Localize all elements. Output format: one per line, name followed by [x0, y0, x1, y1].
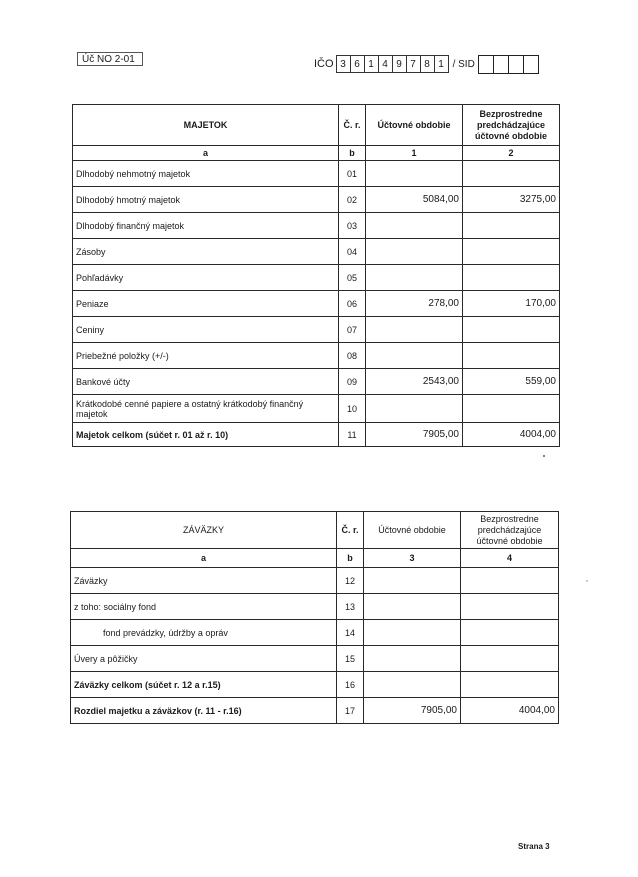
table-row	[73, 213, 560, 239]
current-value[interactable]	[366, 395, 463, 423]
table-row	[73, 369, 560, 395]
table-row	[73, 187, 560, 213]
previous-value[interactable]	[461, 568, 559, 594]
table-row	[73, 291, 560, 317]
row-label: Bankové účty	[73, 369, 339, 395]
row-label: Majetok celkom (súčet r. 01 až r. 10)	[73, 423, 339, 447]
table-row	[71, 646, 559, 672]
current-value[interactable]: 278,00	[366, 291, 463, 317]
previous-value[interactable]	[463, 265, 560, 291]
table-row	[71, 568, 559, 594]
scan-speck	[586, 580, 588, 582]
ico-digit: 8	[420, 55, 435, 73]
current-value[interactable]	[364, 620, 461, 646]
row-label: Peniaze	[73, 291, 339, 317]
index-cell: 1	[366, 146, 463, 161]
table-row	[73, 343, 560, 369]
index-cell: 4	[461, 549, 559, 568]
row-label: z toho: sociálny fond	[71, 594, 337, 620]
current-value[interactable]	[364, 672, 461, 698]
previous-value[interactable]	[461, 672, 559, 698]
previous-value[interactable]	[461, 646, 559, 672]
previous-period-header: Bezprostredne predchádzajúce účtovné obdobie	[463, 105, 560, 146]
previous-value[interactable]	[463, 317, 560, 343]
assets-index-row	[73, 146, 560, 161]
page-number: Strana 3	[518, 842, 550, 851]
row-number: 11	[339, 423, 366, 447]
table-row	[73, 239, 560, 265]
row-label: Dlhodobý finančný majetok	[73, 213, 339, 239]
previous-value[interactable]	[463, 161, 560, 187]
assets-title: MAJETOK	[73, 105, 339, 146]
row-number: 17	[337, 698, 364, 724]
row-number: 06	[339, 291, 366, 317]
row-number: 16	[337, 672, 364, 698]
current-value[interactable]: 5084,00	[366, 187, 463, 213]
current-value[interactable]: 7905,00	[364, 698, 461, 724]
ico-digit: 7	[406, 55, 421, 73]
liabilities-index-row	[71, 549, 559, 568]
index-cell: a	[73, 146, 339, 161]
liabilities-header-row	[71, 512, 559, 549]
current-value[interactable]	[364, 646, 461, 672]
sid-digit	[493, 55, 509, 74]
ico-digit: 6	[350, 55, 365, 73]
assets-header-row	[73, 105, 560, 146]
sid-digit	[523, 55, 539, 74]
row-number: 13	[337, 594, 364, 620]
ico-digit: 3	[336, 55, 351, 73]
form-code: Úč NO 2-01	[77, 52, 143, 66]
row-label: Dlhodobý hmotný majetok	[73, 187, 339, 213]
current-value[interactable]	[366, 213, 463, 239]
previous-value[interactable]	[463, 213, 560, 239]
index-cell: 3	[364, 549, 461, 568]
row-number: 01	[339, 161, 366, 187]
previous-value[interactable]	[463, 395, 560, 423]
row-label: Rozdiel majetku a záväzkov (r. 11 - r.16)	[71, 698, 337, 724]
previous-value[interactable]	[461, 594, 559, 620]
ico-field	[314, 54, 539, 74]
ico-label: IČO	[314, 58, 334, 70]
row-label: Zásoby	[73, 239, 339, 265]
table-row	[73, 161, 560, 187]
row-label: fond prevádzky, údržby a opráv	[71, 620, 337, 646]
table-row	[73, 317, 560, 343]
row-label: Dlhodobý nehmotný majetok	[73, 161, 339, 187]
row-number: 04	[339, 239, 366, 265]
current-value[interactable]	[366, 161, 463, 187]
ico-digit: 1	[434, 55, 449, 73]
previous-value[interactable]: 4004,00	[461, 698, 559, 724]
scan-speck	[543, 455, 545, 457]
ico-digit: 9	[392, 55, 407, 73]
previous-value[interactable]: 559,00	[463, 369, 560, 395]
current-value[interactable]	[366, 317, 463, 343]
assets-table	[72, 104, 560, 447]
index-cell: a	[71, 549, 337, 568]
previous-value[interactable]: 3275,00	[463, 187, 560, 213]
row-label: Úvery a pôžičky	[71, 646, 337, 672]
liabilities-title: ZÁVÄZKY	[71, 512, 337, 549]
row-number: 10	[339, 395, 366, 423]
row-number: 08	[339, 343, 366, 369]
index-cell: 2	[463, 146, 560, 161]
row-number: 03	[339, 213, 366, 239]
liabilities-total-row	[71, 672, 559, 698]
row-label: Záväzky celkom (súčet r. 12 a r.15)	[71, 672, 337, 698]
index-cell: b	[337, 549, 364, 568]
row-label: Ceniny	[73, 317, 339, 343]
sid-label: / SID	[452, 58, 475, 70]
row-label: Pohľadávky	[73, 265, 339, 291]
row-number: 12	[337, 568, 364, 594]
current-value[interactable]	[364, 568, 461, 594]
current-value[interactable]	[366, 343, 463, 369]
row-number-header: Č. r.	[339, 105, 366, 146]
row-number: 14	[337, 620, 364, 646]
previous-value[interactable]: 4004,00	[463, 423, 560, 447]
row-label: Priebežné položky (+/-)	[73, 343, 339, 369]
sid-digit	[508, 55, 524, 74]
table-row	[73, 395, 560, 423]
row-number: 02	[339, 187, 366, 213]
liabilities-table	[70, 511, 559, 724]
previous-period-header: Bezprostredne predchádzajúce účtovné obdobie	[461, 512, 559, 549]
ico-digit: 1	[364, 55, 379, 73]
row-number-header: Č. r.	[337, 512, 364, 549]
index-cell: b	[339, 146, 366, 161]
previous-value[interactable]	[461, 620, 559, 646]
row-number: 09	[339, 369, 366, 395]
row-number: 05	[339, 265, 366, 291]
table-row	[73, 265, 560, 291]
previous-value[interactable]	[463, 343, 560, 369]
row-number: 15	[337, 646, 364, 672]
previous-value[interactable]: 170,00	[463, 291, 560, 317]
table-row	[71, 620, 559, 646]
table-row	[71, 594, 559, 620]
difference-row	[71, 698, 559, 724]
current-value[interactable]	[364, 594, 461, 620]
current-value[interactable]	[366, 239, 463, 265]
ico-digit: 4	[378, 55, 393, 73]
row-label: Záväzky	[71, 568, 337, 594]
current-value[interactable]	[366, 265, 463, 291]
sid-digit	[478, 55, 494, 74]
assets-total-row	[73, 423, 560, 447]
current-period-header: Účtovné obdobie	[364, 512, 461, 549]
current-period-header: Účtovné obdobie	[366, 105, 463, 146]
current-value[interactable]: 2543,00	[366, 369, 463, 395]
current-value[interactable]: 7905,00	[366, 423, 463, 447]
row-number: 07	[339, 317, 366, 343]
row-label: Krátkodobé cenné papiere a ostatný krátkodobý finančný majetok	[73, 395, 339, 423]
previous-value[interactable]	[463, 239, 560, 265]
